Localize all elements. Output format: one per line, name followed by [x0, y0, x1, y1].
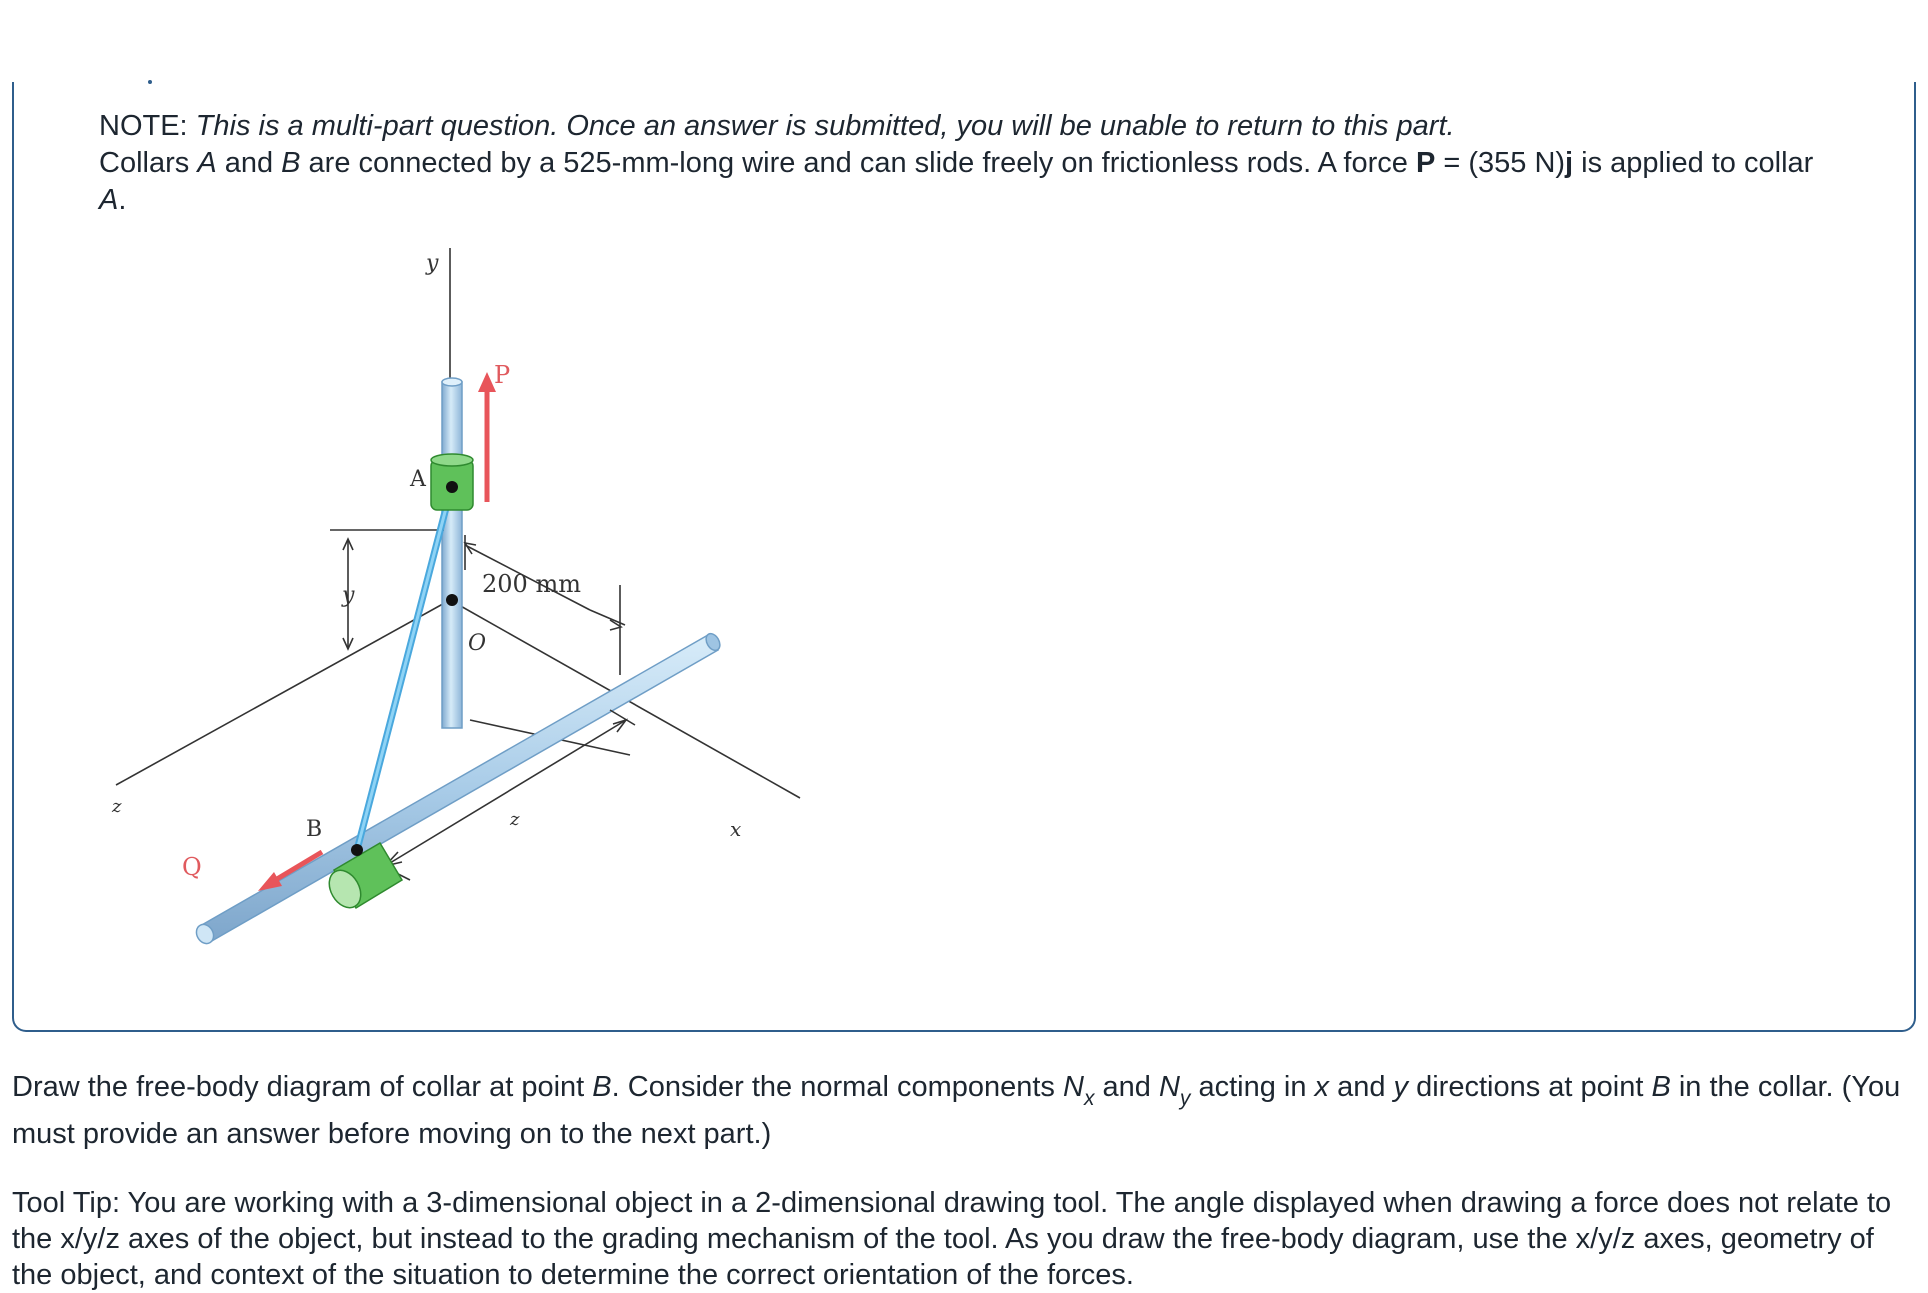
label-A: A	[410, 467, 426, 492]
label-z-dimension: z	[510, 809, 520, 830]
symbol-P: P	[1415, 147, 1436, 179]
collar-diagram	[90, 230, 870, 960]
subscript-y: y	[1179, 1087, 1191, 1110]
symbol-y: y	[1393, 1071, 1409, 1103]
problem-statement	[99, 108, 1839, 219]
point-A	[446, 481, 458, 493]
question-text: and	[1094, 1071, 1159, 1103]
symbol-B: B	[281, 147, 301, 179]
symbol-N: N	[1062, 1071, 1084, 1103]
label-P: P	[494, 361, 511, 389]
question-text: acting in	[1190, 1071, 1315, 1103]
vertical-rod	[442, 378, 462, 728]
question-prompt	[12, 1065, 1912, 1157]
note-warning: This is a multi-part question. Once an answer is submitted, you will be unable to return to this part.	[195, 110, 1455, 142]
symbol-B: B	[1651, 1071, 1671, 1103]
question-text: Draw the free-body diagram of collar at point	[12, 1071, 593, 1103]
symbol-B: B	[592, 1071, 612, 1103]
tool-tip: Tool Tip: You are working with a 3-dimensional object in a 2-dimensional drawing tool. The angle displayed when drawing a force does not relate to the x/y/z axes of the object, but instead to the grading mechanism of the tool. As you draw the free-body diagram, use the x/y/z axes, geometry of the object, and context of the situation to determine the correct orientation of the forces.	[12, 1187, 1892, 1291]
label-B: B	[306, 817, 323, 842]
label-y-dimension: y	[342, 583, 355, 608]
statement-text: and	[216, 147, 282, 179]
question-text: directions at point	[1408, 1071, 1652, 1103]
question-text: in the collar. (You must provide an answer before moving on to the next part.)	[12, 1071, 1901, 1150]
force-P-arrow	[478, 372, 496, 502]
symbol-A: A	[99, 184, 119, 216]
label-y-axis: y	[426, 251, 439, 276]
note-prefix: NOTE:	[99, 110, 196, 142]
point-origin	[446, 594, 458, 606]
label-x-axis: x	[730, 817, 742, 841]
dimension-lines	[330, 486, 635, 880]
symbol-N: N	[1158, 1071, 1180, 1103]
question-text: . Consider the normal components	[611, 1071, 1063, 1103]
label-200mm: 200 mm	[482, 570, 581, 598]
statement-text: are connected by a 525-mm-long wire and can slide freely on frictionless rods. A force	[300, 147, 1416, 179]
statement-text: is applied to collar	[1573, 147, 1814, 179]
symbol-j: j	[1565, 147, 1574, 179]
symbol-A: A	[197, 147, 217, 179]
statement-text: Collars	[99, 147, 198, 179]
symbol-x: x	[1314, 1071, 1330, 1103]
label-origin: O	[468, 631, 487, 656]
statement-text: .	[118, 184, 127, 216]
collar-A	[431, 454, 473, 510]
subscript-x: x	[1083, 1087, 1095, 1110]
point-B	[351, 844, 363, 856]
label-Q: Q	[182, 853, 202, 881]
question-text: and	[1329, 1071, 1394, 1103]
label-z-axis: z	[112, 796, 122, 817]
statement-text: = (355 N)	[1435, 147, 1566, 179]
